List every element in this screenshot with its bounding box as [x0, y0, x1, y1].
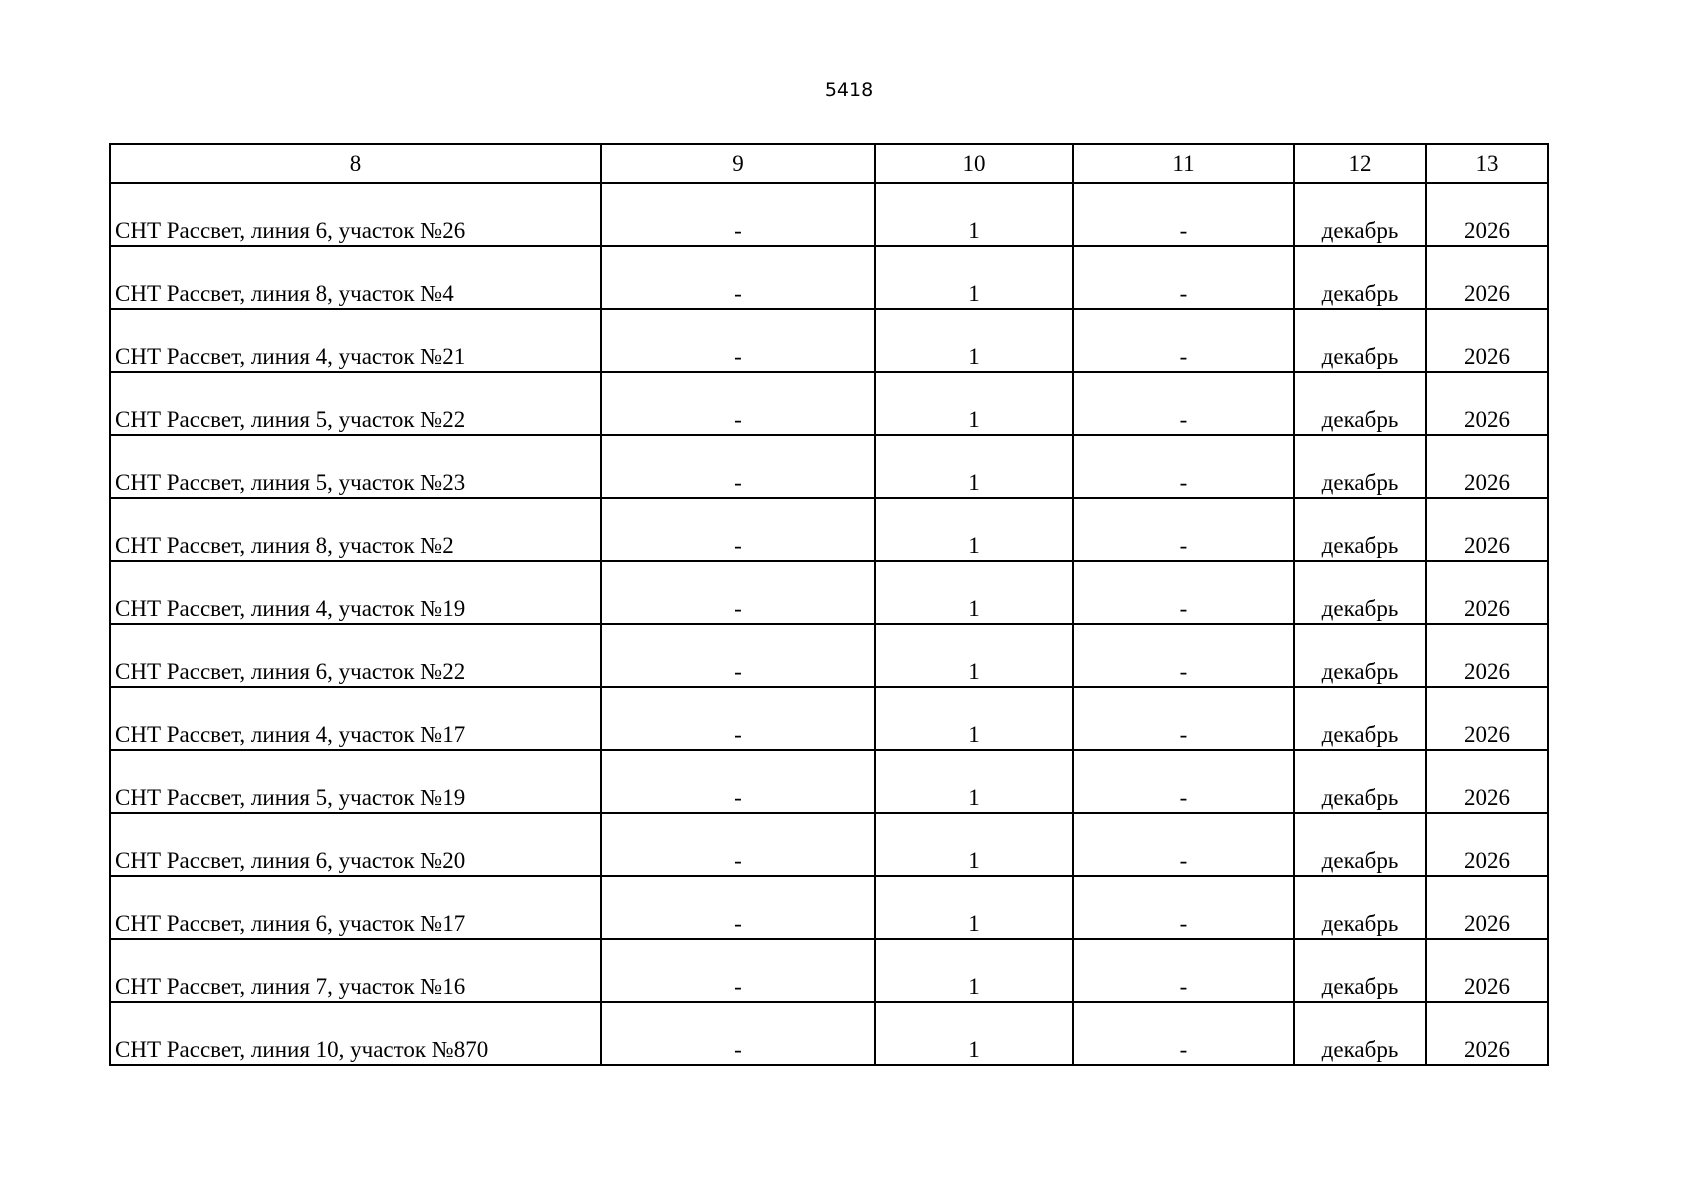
col10-cell: 1: [875, 1002, 1073, 1065]
table-row: [110, 876, 1548, 939]
month-cell: декабрь: [1294, 372, 1426, 435]
col9-cell: -: [601, 498, 875, 561]
col11-cell: -: [1073, 876, 1294, 939]
col11-cell: -: [1073, 687, 1294, 750]
month-cell: декабрь: [1294, 309, 1426, 372]
col9-cell: -: [601, 687, 875, 750]
year-cell: 2026: [1426, 183, 1548, 246]
month-cell: декабрь: [1294, 939, 1426, 1002]
col11-cell: -: [1073, 309, 1294, 372]
col9-cell: -: [601, 750, 875, 813]
col10-cell: 1: [875, 876, 1073, 939]
col9-cell: -: [601, 372, 875, 435]
table-row: [110, 1002, 1548, 1065]
col10-cell: 1: [875, 561, 1073, 624]
month-cell: декабрь: [1294, 624, 1426, 687]
col10-cell: 1: [875, 246, 1073, 309]
address-cell: СНТ Рассвет, линия 4, участок №17: [110, 687, 601, 750]
address-cell: СНТ Рассвет, линия 6, участок №17: [110, 876, 601, 939]
table-row: [110, 624, 1548, 687]
year-cell: 2026: [1426, 813, 1548, 876]
address-cell: СНТ Рассвет, линия 7, участок №16: [110, 939, 601, 1002]
column-header: 8: [110, 144, 601, 183]
col9-cell: -: [601, 435, 875, 498]
table-row: [110, 561, 1548, 624]
address-cell: СНТ Рассвет, линия 8, участок №4: [110, 246, 601, 309]
year-cell: 2026: [1426, 624, 1548, 687]
address-cell: СНТ Рассвет, линия 6, участок №26: [110, 183, 601, 246]
col10-cell: 1: [875, 435, 1073, 498]
col9-cell: -: [601, 183, 875, 246]
month-cell: декабрь: [1294, 876, 1426, 939]
col9-cell: -: [601, 939, 875, 1002]
month-cell: декабрь: [1294, 435, 1426, 498]
address-cell: СНТ Рассвет, линия 4, участок №19: [110, 561, 601, 624]
col11-cell: -: [1073, 246, 1294, 309]
data-table: [109, 143, 1549, 1066]
table-row: [110, 687, 1548, 750]
address-cell: СНТ Рассвет, линия 8, участок №2: [110, 498, 601, 561]
month-cell: декабрь: [1294, 750, 1426, 813]
address-cell: СНТ Рассвет, линия 6, участок №22: [110, 624, 601, 687]
col11-cell: -: [1073, 624, 1294, 687]
col9-cell: -: [601, 246, 875, 309]
column-header: 9: [601, 144, 875, 183]
year-cell: 2026: [1426, 1002, 1548, 1065]
col11-cell: -: [1073, 183, 1294, 246]
address-cell: СНТ Рассвет, линия 5, участок №19: [110, 750, 601, 813]
col11-cell: -: [1073, 498, 1294, 561]
col10-cell: 1: [875, 750, 1073, 813]
col9-cell: -: [601, 876, 875, 939]
table-header-row: [110, 144, 1548, 183]
col11-cell: -: [1073, 372, 1294, 435]
year-cell: 2026: [1426, 876, 1548, 939]
table-row: [110, 498, 1548, 561]
year-cell: 2026: [1426, 372, 1548, 435]
year-cell: 2026: [1426, 246, 1548, 309]
address-cell: СНТ Рассвет, линия 4, участок №21: [110, 309, 601, 372]
year-cell: 2026: [1426, 435, 1548, 498]
col11-cell: -: [1073, 813, 1294, 876]
col9-cell: -: [601, 561, 875, 624]
col9-cell: -: [601, 1002, 875, 1065]
col9-cell: -: [601, 624, 875, 687]
year-cell: 2026: [1426, 498, 1548, 561]
col10-cell: 1: [875, 939, 1073, 1002]
column-header: 13: [1426, 144, 1548, 183]
table-row: [110, 939, 1548, 1002]
year-cell: 2026: [1426, 309, 1548, 372]
table-row: [110, 372, 1548, 435]
year-cell: 2026: [1426, 687, 1548, 750]
table-row: [110, 435, 1548, 498]
col11-cell: -: [1073, 750, 1294, 813]
col11-cell: -: [1073, 561, 1294, 624]
col10-cell: 1: [875, 183, 1073, 246]
address-cell: СНТ Рассвет, линия 10, участок №870: [110, 1002, 601, 1065]
table-row: [110, 309, 1548, 372]
year-cell: 2026: [1426, 561, 1548, 624]
col11-cell: -: [1073, 939, 1294, 1002]
month-cell: декабрь: [1294, 246, 1426, 309]
month-cell: декабрь: [1294, 813, 1426, 876]
col10-cell: 1: [875, 372, 1073, 435]
col10-cell: 1: [875, 309, 1073, 372]
column-header: 12: [1294, 144, 1426, 183]
year-cell: 2026: [1426, 939, 1548, 1002]
address-cell: СНТ Рассвет, линия 6, участок №20: [110, 813, 601, 876]
col9-cell: -: [601, 813, 875, 876]
month-cell: декабрь: [1294, 498, 1426, 561]
year-cell: 2026: [1426, 750, 1548, 813]
col10-cell: 1: [875, 813, 1073, 876]
address-cell: СНТ Рассвет, линия 5, участок №23: [110, 435, 601, 498]
col11-cell: -: [1073, 435, 1294, 498]
table-row: [110, 246, 1548, 309]
col10-cell: 1: [875, 624, 1073, 687]
table-row: [110, 183, 1548, 246]
column-header: 10: [875, 144, 1073, 183]
month-cell: декабрь: [1294, 1002, 1426, 1065]
col10-cell: 1: [875, 498, 1073, 561]
page-number: 5418: [824, 79, 874, 101]
month-cell: декабрь: [1294, 687, 1426, 750]
month-cell: декабрь: [1294, 561, 1426, 624]
col11-cell: -: [1073, 1002, 1294, 1065]
col10-cell: 1: [875, 687, 1073, 750]
column-header: 11: [1073, 144, 1294, 183]
address-cell: СНТ Рассвет, линия 5, участок №22: [110, 372, 601, 435]
table-row: [110, 813, 1548, 876]
table-body: [110, 183, 1548, 1065]
table-row: [110, 750, 1548, 813]
col9-cell: -: [601, 309, 875, 372]
month-cell: декабрь: [1294, 183, 1426, 246]
